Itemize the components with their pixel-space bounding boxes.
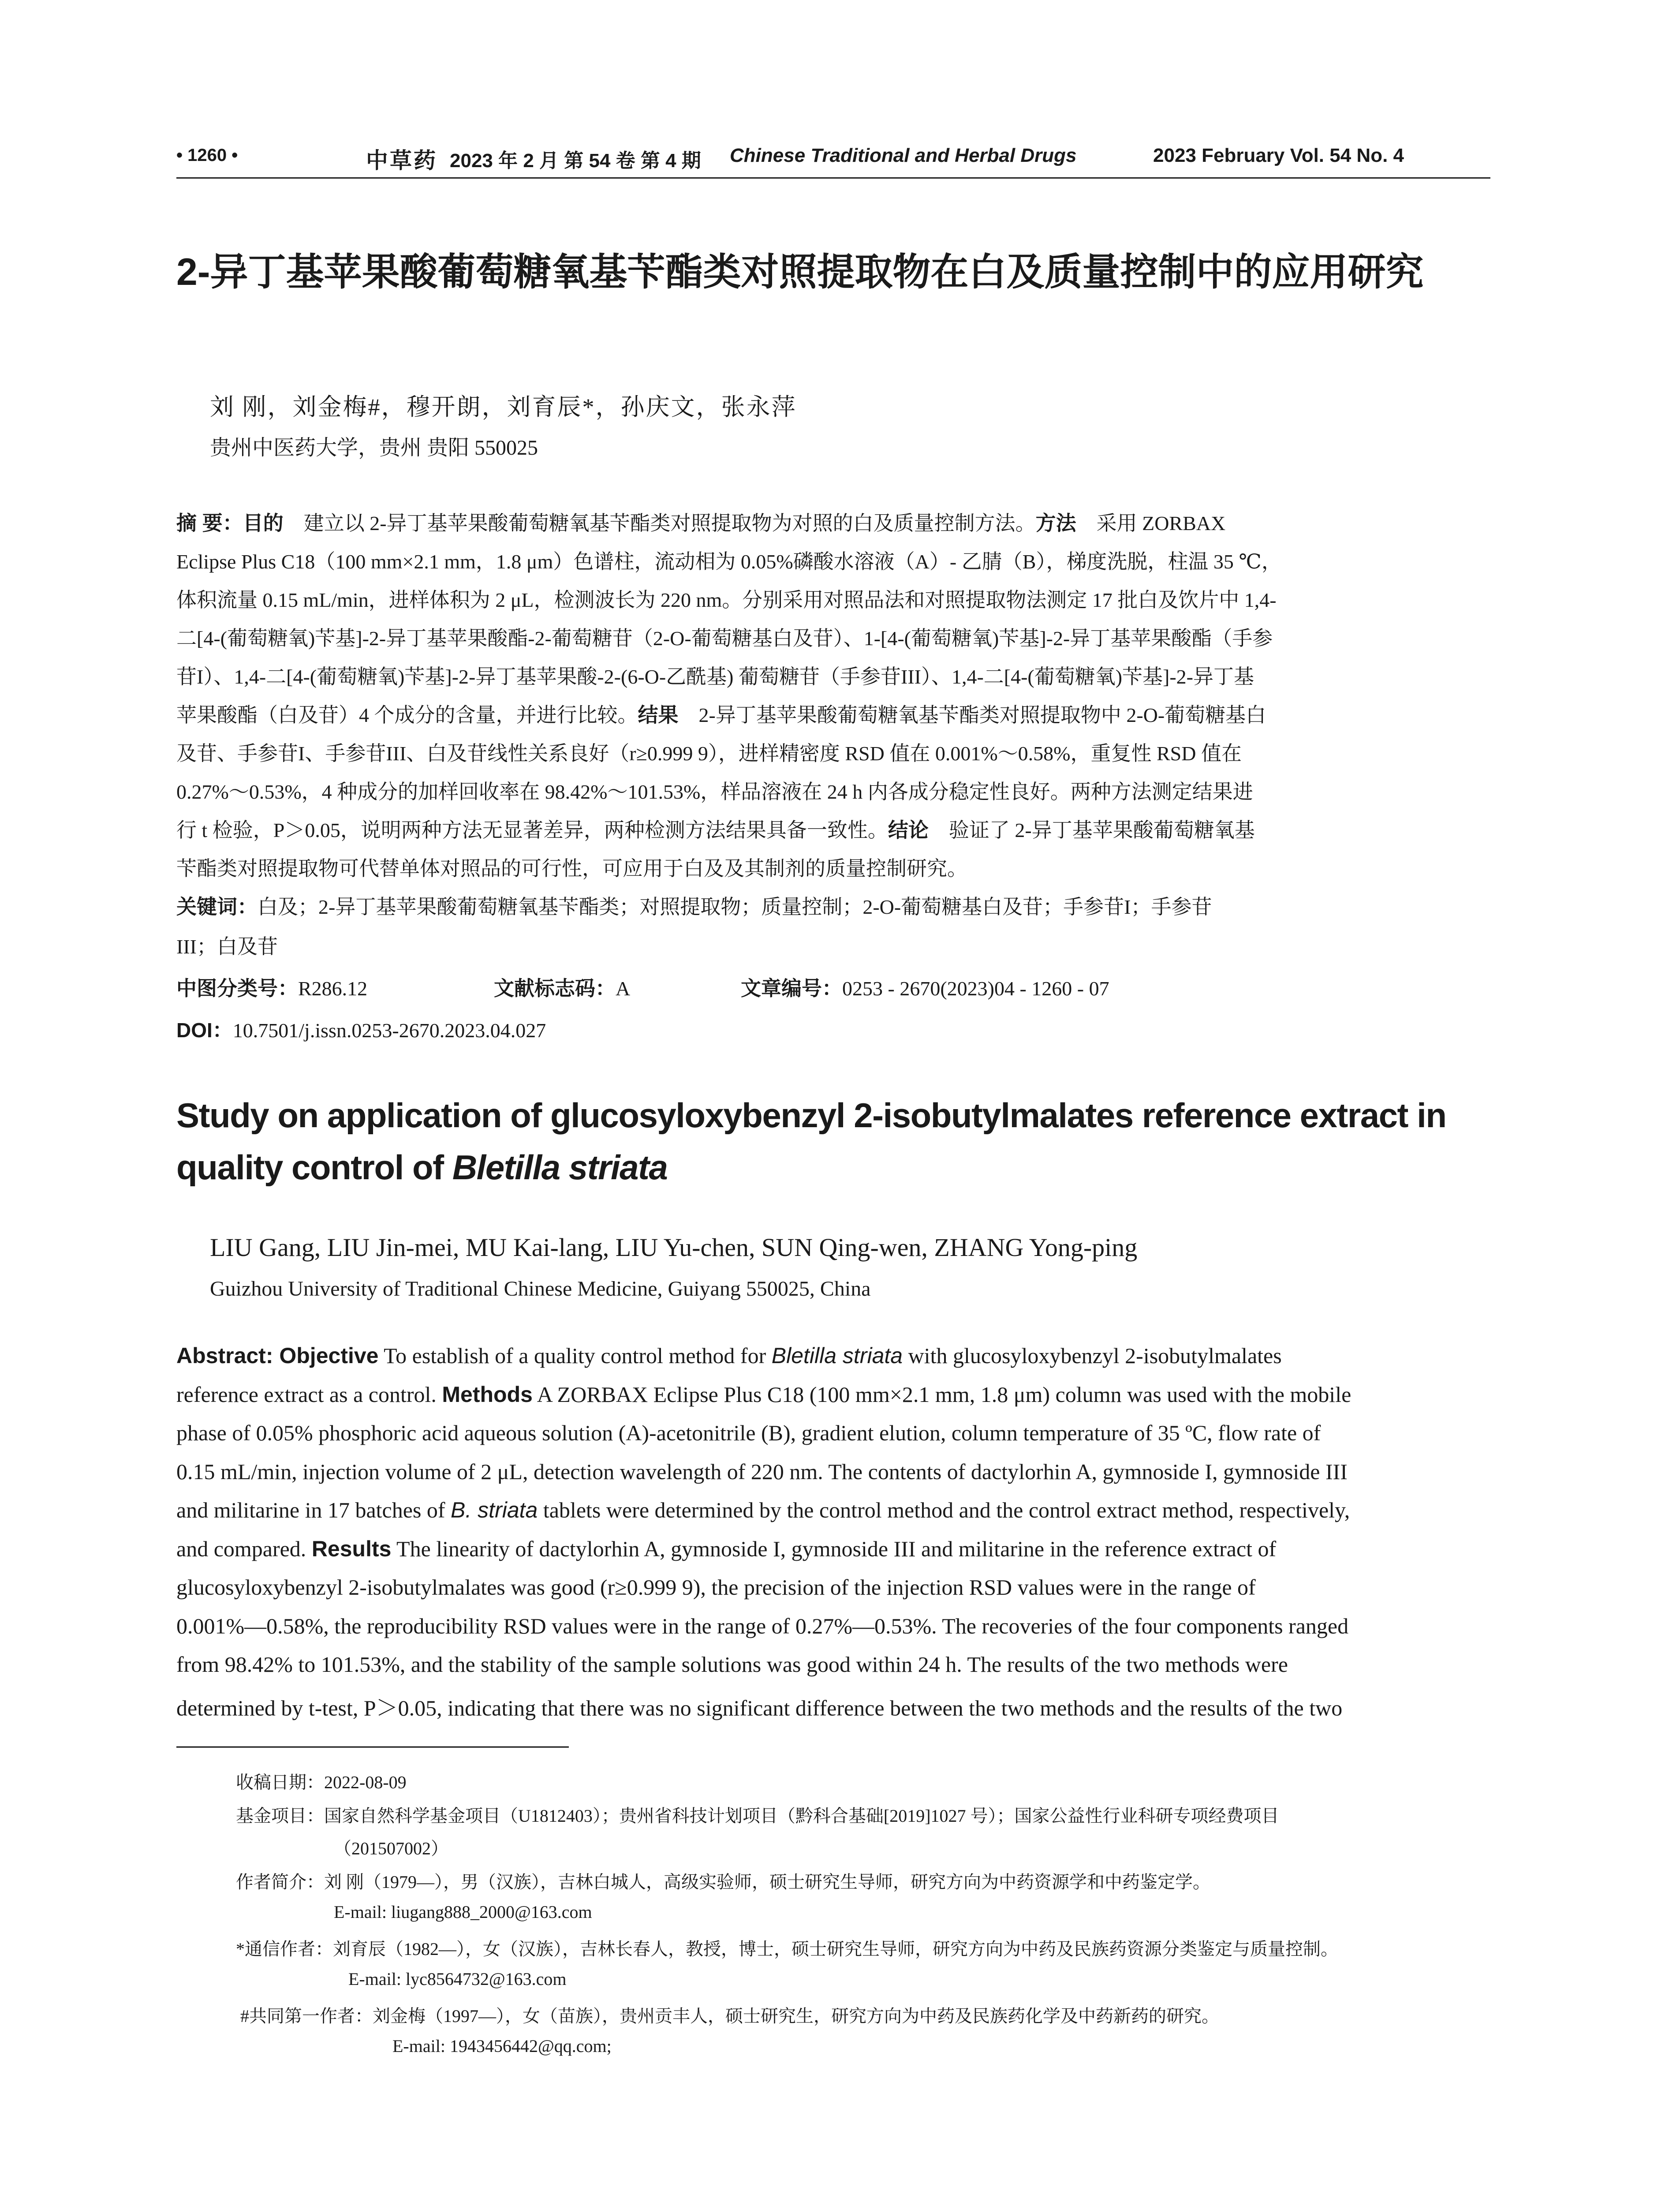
en-abstract-text: with glucosyloxybenzyl 2-isobutylmalates [903, 1343, 1282, 1368]
cn-abstract-text: 二[4-(葡萄糖氧)苄基]-2-异丁基苹果酸酯-2-葡萄糖苷（2-O-葡萄糖基白及苷）、1-[4-(葡萄糖氧)苄基]-2-异丁基苹果酸酯（手参 [176, 627, 1273, 650]
journal-name-en: Chinese Traditional and Herbal Drugs [730, 145, 1077, 166]
journal-name-cn: 中草药 [366, 147, 437, 173]
doi-link[interactable]: 10.7501/j.issn.0253-2670.2023.04.027 [232, 1019, 546, 1042]
en-abstract-species: B. striata [451, 1498, 538, 1522]
classification-line [176, 972, 1109, 1002]
en-abstract-text: glucosyloxybenzyl 2-isobutylmalates was good (r≥0.999 9), the precision of the injection RSD values were in the range of [176, 1575, 1256, 1600]
en-abstract-line [176, 1536, 1490, 1562]
footnote-cofirst: #共同第一作者：刘金梅（1997—），女（苗族），贵州贡丰人，硕士研究生，研究方向为中药及民族药化学及中药新药的研究。 [240, 2006, 1219, 2026]
en-abstract-text: phase of 0.05% phosphoric acid aqueous solution (A)-acetonitrile (B), gradient elution, column temperature of 35 ºC, flow rate of [176, 1420, 1321, 1445]
cn-abstract-text: Eclipse Plus C18（100 mm×2.1 mm，1.8 μm）色谱柱，流动相为 0.05%磷酸水溶液（A）- 乙腈（B），梯度洗脱，柱温 35 ℃， [176, 550, 1282, 573]
doi-line [176, 1014, 546, 1043]
en-abstract-line [176, 1613, 1490, 1639]
en-abstract-section-label: Abstract: Objective [176, 1343, 379, 1368]
doc-code-value: A [616, 977, 631, 1000]
cn-abstract-text: 苄酯类对照提取物可代替单体对照品的可行性，可应用于白及及其制剂的质量控制研究。 [176, 857, 967, 880]
footnote-author-intro: 作者简介：刘 刚（1979—），男（汉族），吉林白城人，高级实验师，硕士研究生导师，研究方向为中药资源学和中药鉴定学。 [236, 1872, 1210, 1892]
issue-date-en: 2023 February Vol. 54 No. 4 [1153, 145, 1404, 166]
en-affiliation: Guizhou University of Traditional Chinese Medicine, Guiyang 550025, China [210, 1277, 871, 1301]
en-abstract-text: 0.15 mL/min, injection volume of 2 μL, detection wavelength of 220 nm. The contents of dactylorhin A, gymnoside I, gymnoside III [176, 1459, 1348, 1484]
keywords-line-1 [176, 891, 1212, 920]
keywords-label: 关键词： [176, 895, 258, 918]
cn-abstract-section-label: 结论 [888, 818, 929, 841]
footnote-received: 收稿日期：2022-08-09 [236, 1772, 407, 1792]
en-abstract-line [176, 1343, 1490, 1368]
cn-affiliation: 贵州中医药大学，贵州 贵阳 550025 [210, 436, 538, 460]
en-title-species: Bletilla striata [452, 1148, 668, 1187]
cn-abstract-line [176, 584, 1490, 613]
cn-abstract-line [176, 776, 1490, 805]
footnote-rule [176, 1746, 569, 1748]
article-number-label: 文章编号： [741, 977, 842, 1000]
en-abstract-line [176, 1497, 1490, 1523]
cn-abstract-line [176, 814, 1490, 843]
en-abstract-text: tablets were determined by the control method and the control extract method, respectively, [538, 1498, 1350, 1522]
cn-abstract-text: 苹果酸酯（白及苷）4 个成分的含量，并进行比较。 [176, 704, 638, 726]
en-abstract-species: Bletilla striata [771, 1343, 903, 1368]
en-title-line-1: Study on application of glucosyloxybenzyl 2-isobutylmalates reference extract in [176, 1096, 1446, 1135]
cn-abstract-section-label: 方法 [1035, 512, 1076, 534]
en-abstract-line [176, 1382, 1490, 1407]
cn-abstract-text: 苷I）、1,4-二[4-(葡萄糖氧)苄基]-2-异丁基苹果酸-2-(6-O-乙酰基) 葡萄糖苷（手参苷III）、1,4-二[4-(葡萄糖氧)苄基]-2-异丁基 [176, 665, 1254, 688]
header-rule [176, 177, 1490, 179]
footnote-fund-1: 基金项目：国家自然科学基金项目（U1812403）；贵州省科技计划项目（黔科合基础[2019]1027 号）；国家公益性行业科研专项经费项目 [236, 1806, 1279, 1826]
cn-authors: 刘 刚，刘金梅#，穆开朗，刘育辰*，孙庆文，张永萍 [210, 394, 797, 420]
en-abstract-text: A ZORBAX Eclipse Plus C18 (100 mm×2.1 mm, 1.8 μm) column was used with the mobile [532, 1382, 1351, 1407]
cn-abstract-line [176, 737, 1490, 766]
cn-abstract-line [176, 507, 1490, 536]
cn-abstract-text: 建立以 2-异丁基苹果酸葡萄糖氧基苄酯类对照提取物为对照的白及质量控制方法。 [283, 512, 1036, 534]
cn-abstract-text: 及苷、手参苷I、手参苷III、白及苷线性关系良好（r≥0.999 9），进样精密度 RSD 值在 0.001%～0.58%，重复性 RSD 值在 [176, 742, 1242, 765]
en-authors: LIU Gang, LIU Jin-mei, MU Kai-lang, LIU Yu-chen, SUN Qing-wen, ZHANG Yong-ping [210, 1233, 1138, 1262]
article-number-value: 0253 - 2670(2023)04 - 1260 - 07 [842, 977, 1109, 1000]
footnote-author-email[interactable]: E-mail: liugang888_2000@163.com [334, 1902, 592, 1922]
cn-abstract-text: 采用 ZORBAX [1076, 512, 1226, 534]
cn-abstract-line [176, 546, 1490, 575]
clc-value: R286.12 [298, 977, 368, 1000]
cn-abstract-text: 行 t 检验，P＞0.05，说明两种方法无显著差异，两种检测方法结果具备一致性。 [176, 819, 888, 841]
cn-abstract-text: 体积流量 0.15 mL/min，进样体积为 2 μL，检测波长为 220 nm。分别采用对照品法和对照提取物法测定 17 批白及饮片中 1,4- [176, 589, 1277, 611]
footnote-fund-2: （201507002） [334, 1839, 448, 1858]
en-abstract-line [176, 1574, 1490, 1600]
footnote-corresponding: *通信作者：刘育辰（1982—），女（汉族），吉林长春人，教授，博士，硕士研究生导师，研究方向为中药及民族药资源分类鉴定与质量控制。 [236, 1939, 1338, 1959]
cn-abstract-label: 摘 要： [176, 512, 243, 534]
en-abstract-line [176, 1459, 1490, 1484]
en-abstract-section-label: Methods [442, 1382, 533, 1407]
doi-label: DOI： [176, 1019, 233, 1042]
cn-abstract-line [176, 699, 1490, 728]
clc-label: 中图分类号： [176, 977, 298, 1000]
cn-abstract-text: 验证了 2-异丁基苹果酸葡萄糖氧基 [928, 819, 1255, 841]
cn-abstract-section-label: 结果 [638, 703, 679, 726]
keywords-text: 白及；2-异丁基苹果酸葡萄糖氧基苄酯类；对照提取物；质量控制；2-O-葡萄糖基白及苷；手参苷I；手参苷 [258, 896, 1212, 918]
doc-code-label: 文献标志码： [494, 977, 616, 1000]
en-abstract-line [176, 1420, 1490, 1446]
footnote-corresponding-email[interactable]: E-mail: lyc8564732@163.com [348, 1969, 567, 1989]
en-abstract-text: determined by t-test, P＞0.05, indicating that there was no significant difference between the two methods and the results of the two [176, 1695, 1343, 1720]
running-header [176, 140, 1490, 176]
en-abstract-text: 0.001%—0.58%, the reproducibility RSD values were in the range of 0.27%—0.53%. The recoveries of the four components ranged [176, 1613, 1349, 1638]
en-abstract-text: and compared. [176, 1536, 312, 1561]
cn-abstract-line [176, 661, 1490, 690]
en-abstract-text: The linearity of dactylorhin A, gymnoside I, gymnoside III and militarine in the reference extract of [391, 1536, 1277, 1561]
issue-date-cn: 2023 年 2 月 第 54 卷 第 4 期 [450, 150, 701, 172]
en-abstract-text: and militarine in 17 batches of [176, 1498, 451, 1522]
cn-abstract-line [176, 622, 1490, 651]
en-abstract-line [176, 1652, 1490, 1677]
footnote-cofirst-email[interactable]: E-mail: 1943456442@qq.com; [392, 2036, 612, 2056]
keywords-line-2: III；白及苷 [176, 935, 278, 958]
en-abstract-text: To establish of a quality control method for [378, 1343, 772, 1368]
en-abstract-text: reference extract as a control. [176, 1382, 442, 1407]
en-abstract-section-label: Results [311, 1536, 392, 1561]
cn-abstract-line [176, 852, 1490, 882]
cn-abstract-section-label: 目的 [243, 512, 284, 534]
cn-abstract-text: 2-异丁基苹果酸葡萄糖氧基苄酯类对照提取物中 2-O-葡萄糖基白 [678, 704, 1266, 726]
en-title-line-2-prefix: quality control of [176, 1148, 452, 1187]
cn-title: 2-异丁基苹果酸葡萄糖氧基苄酯类对照提取物在白及质量控制中的应用研究 [176, 251, 1424, 293]
cn-abstract-text: 0.27%～0.53%，4 种成分的加样回收率在 98.42%～101.53%，样品溶液在 24 h 内各成分稳定性良好。两种方法测定结果进 [176, 781, 1253, 803]
en-title [176, 1089, 1499, 1193]
en-abstract-line [176, 1690, 1490, 1722]
en-abstract-text: from 98.42% to 101.53%, and the stability of the sample solutions was good within 24 h. The results of the two methods were [176, 1652, 1288, 1677]
page-number: • 1260 • [176, 146, 238, 165]
